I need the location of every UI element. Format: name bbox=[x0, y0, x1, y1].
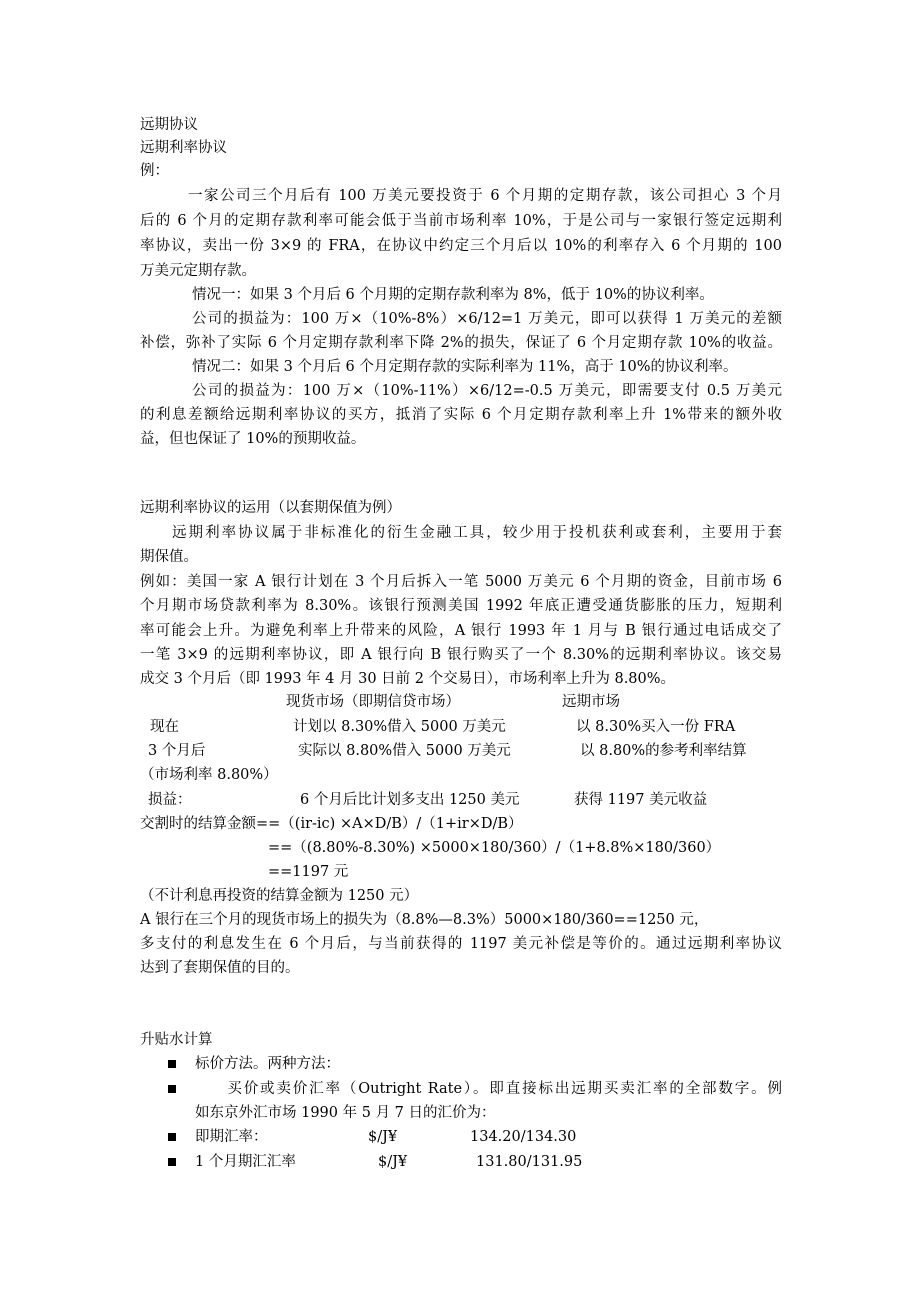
rate-label: 即期汇率： bbox=[195, 1129, 268, 1145]
rate-label: 1 个月期汇汇率 bbox=[195, 1154, 296, 1170]
bullet-icon bbox=[168, 1060, 176, 1068]
bullet-icon bbox=[168, 1085, 176, 1093]
paragraph-line: 成交 3 个月后（即 1993 年 4 月 30 日前 2 个交易日），市场利率上升为 8.80%。 bbox=[140, 671, 676, 687]
bullet-text-cont: 如东京外汇市场 1990 年 5 月 7 日的汇价为： bbox=[195, 1105, 496, 1121]
paragraph-line: 期保值。 bbox=[140, 549, 198, 565]
table-cell: 以 8.80%的参考利率结算 bbox=[580, 743, 747, 759]
bullet-icon bbox=[168, 1133, 176, 1141]
formula-note: （不计利息再投资的结算金额为 1250 元） bbox=[140, 888, 419, 904]
formula-line: ==1197 元 bbox=[268, 864, 349, 880]
table-cell: 计划以 8.30%借入 5000 万美元 bbox=[293, 719, 506, 735]
paragraph-line: 后的 6 个月的定期存款利率可能会低于当前市场利率 10%，于是公司与一家银行签定远期利 bbox=[140, 213, 782, 229]
paragraph-line: A 银行在三个月的现货市场上的损失为（8.8%—8.3%）5000×180/360==1250 元， bbox=[140, 912, 709, 928]
paragraph-line: 达到了套期保值的目的。 bbox=[140, 960, 300, 976]
table-row-label: 3 个月后 bbox=[148, 743, 206, 759]
heading-premium-discount: 升贴水计算 bbox=[140, 1032, 213, 1048]
bullet-text: 买价或卖价汇率（Outright Rate）。即直接标出远期买卖汇率的全部数字。例 bbox=[195, 1081, 782, 1097]
table-header-spot: 现货市场（即期信贷市场） bbox=[286, 694, 460, 710]
heading-fra: 远期利率协议 bbox=[140, 140, 227, 156]
bullet-text: 标价方法。两种方法： bbox=[195, 1056, 340, 1072]
paragraph-line: 公司的损益为：100 万×（10%-8%）×6/12=1 万美元，即可以获得 1 万美元的差额 bbox=[192, 311, 782, 327]
heading-forward-agreement: 远期协议 bbox=[140, 117, 198, 133]
heading-fra-usage: 远期利率协议的运用（以套期保值为例） bbox=[140, 500, 401, 516]
paragraph-line: 的利息差额给远期利率协议的买方，抵消了实际 6 个月定期存款利率上升 1%带来的额外收 bbox=[140, 407, 782, 423]
table-cell: 获得 1197 美元收益 bbox=[574, 792, 708, 808]
rate-value: 131.80/131.95 bbox=[476, 1154, 583, 1170]
paragraph-line: 例如：美国一家 A 银行计划在 3 个月后拆入一笔 5000 万美元 6 个月期的资金，目前市场 6 bbox=[140, 574, 782, 590]
rate-value: 134.20/134.30 bbox=[470, 1129, 577, 1145]
table-cell: 6 个月后比计划多支出 1250 美元 bbox=[300, 792, 520, 808]
table-cell: 以 8.30%买入一份 FRA bbox=[576, 719, 736, 735]
formula-line: ==（(8.80%-8.30%) ×5000×180/360）/（1+8.8%×180/360） bbox=[268, 840, 721, 856]
rate-pair: $/J¥ bbox=[378, 1154, 408, 1170]
paragraph-line: 益，但也保证了 10%的预期收益。 bbox=[140, 431, 366, 447]
paragraph-line: 公司的损益为：100 万×（10%-11%）×6/12=-0.5 万美元，即需要支付 0.5 万美元 bbox=[192, 383, 782, 399]
table-note: （市场利率 8.80%） bbox=[140, 767, 278, 783]
paragraph-line: 多支付的利息发生在 6 个月后，与当前获得的 1197 美元补偿是等价的。通过远期利率协议 bbox=[140, 936, 782, 952]
paragraph-line: 率协议，卖出一份 3×9 的 FRA，在协议中约定三个月后以 10%的利率存入 6 个月期的 100 bbox=[140, 238, 782, 254]
table-row-label: 现在 bbox=[150, 719, 179, 735]
rate-pair: $/J¥ bbox=[368, 1129, 398, 1145]
table-cell: 实际以 8.80%借入 5000 万美元 bbox=[298, 743, 511, 759]
case-two: 情况二：如果 3 个月后 6 个月定期存款的实际利率为 11%，高于 10%的协议利率。 bbox=[192, 359, 738, 375]
paragraph-line: 一笔 3×9 的远期利率协议，即 A 银行向 B 银行购买了一个 8.30%的远期利率协议。该交易 bbox=[140, 647, 782, 663]
paragraph-line: 率可能会上升。为避免利率上升带来的风险，A 银行 1993 年 1 月与 B 银行通过电话成交了 bbox=[140, 623, 782, 639]
bullet-icon bbox=[168, 1158, 176, 1166]
paragraph-line: 个月期市场贷款利率为 8.30%。该银行预测美国 1992 年底正遭受通货膨胀的压力，短期利 bbox=[140, 598, 782, 614]
paragraph-line: 远期利率协议属于非标准化的衍生金融工具，较少用于投机获利或套利，主要用于套 bbox=[172, 525, 782, 541]
paragraph-line: 一家公司三个月后有 100 万美元要投资于 6 个月期的定期存款，该公司担心 3 个月 bbox=[188, 188, 782, 204]
table-header-forward: 远期市场 bbox=[562, 694, 620, 710]
formula-line: 交割时的结算金额==（(ir-ic) ×A×D/B）/（1+ir×D/B） bbox=[140, 816, 523, 832]
table-row-label: 损益： bbox=[148, 792, 192, 808]
case-one: 情况一：如果 3 个月后 6 个月期的定期存款利率为 8%，低于 10%的协议利率。 bbox=[192, 287, 714, 303]
example-label: 例： bbox=[140, 163, 169, 179]
paragraph-line: 补偿，弥补了实际 6 个月定期存款利率下降 2%的损失，保证了 6 个月定期存款 10%的收益。 bbox=[140, 335, 782, 351]
paragraph-line: 万美元定期存款。 bbox=[140, 263, 256, 279]
